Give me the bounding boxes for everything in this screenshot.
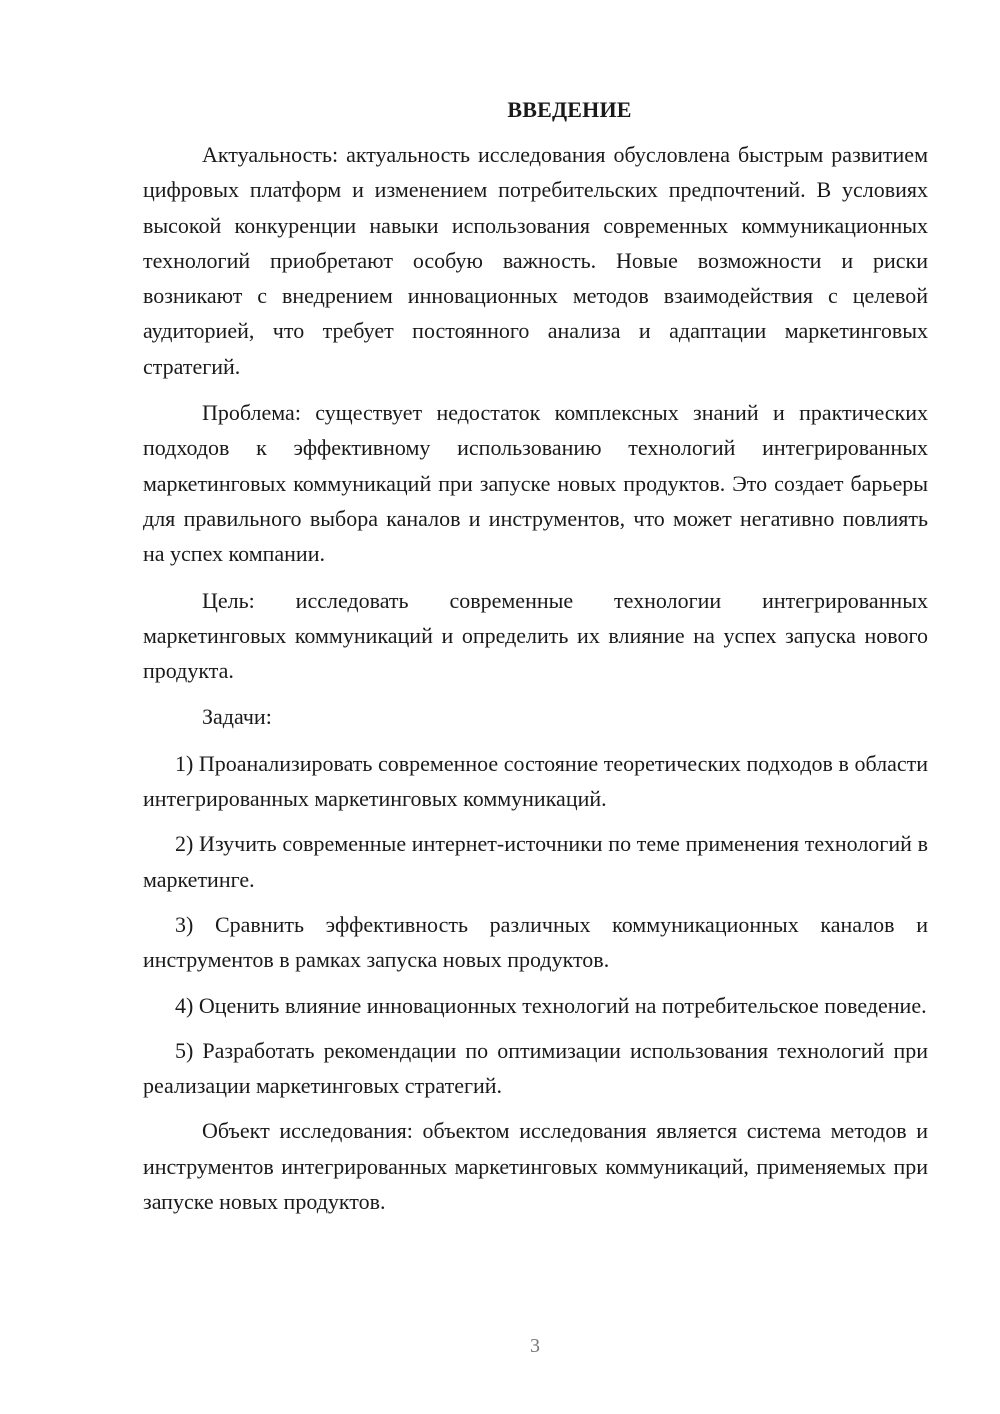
tasks-label: Задачи: — [202, 704, 272, 730]
page-number: 3 — [530, 1335, 540, 1357]
task-item-1: 1) Проанализировать современное состояние теоретических подходов в области интегрированных маркетинговых коммуникаций. — [143, 750, 928, 812]
task-item-4: 4) Оценить влияние инновационных технологий на потребительское поведение. — [175, 992, 927, 1018]
goal-paragraph: Цель: исследовать современные технологии интегрированных маркетинговых коммуникаций и определить их влияние на успех запуска нового продукта. — [143, 587, 928, 684]
task-item-5: 5) Разработать рекомендации по оптимизации использования технологий при реализации маркетинговых стратегий. — [143, 1037, 928, 1099]
tasks-list — [143, 746, 928, 1104]
section-heading: ВВЕДЕНИЕ — [507, 97, 632, 122]
task-item-3: 3) Сравнить эффективность различных коммуникационных каналов и инструментов в рамках запуска новых продуктов. — [143, 911, 928, 973]
document-body — [143, 92, 928, 1230]
problem-paragraph: Проблема: существует недостаток комплексных знаний и практических подходов к эффективному использованию технологий интегрированных маркетинговых коммуникаций при запуске новых продуктов. Это создает барьеры для правильного выбора каналов и инструментов, что может негативно повлиять на успех компании. — [143, 400, 928, 567]
relevance-paragraph: Актуальность: актуальность исследования обусловлена быстрым развитием цифровых платформ и изменением потребительских предпочтений. В условиях высокой конкуренции навыки использования современных коммуникационных технологий приобретают особую важность. Новые возможности и риски возникают с внедрением инновационных методов взаимодействия с целевой аудиторией, что требует постоянного анализа и адаптации маркетинговых стратегий. — [143, 142, 928, 379]
research-object-paragraph: Объект исследования: объектом исследования является система методов и инструментов интегрированных маркетинговых коммуникаций, применяемых при запуске новых продуктов. — [143, 1118, 928, 1215]
task-item-2: 2) Изучить современные интернет-источники по теме применения технологий в маркетинге. — [143, 831, 928, 892]
